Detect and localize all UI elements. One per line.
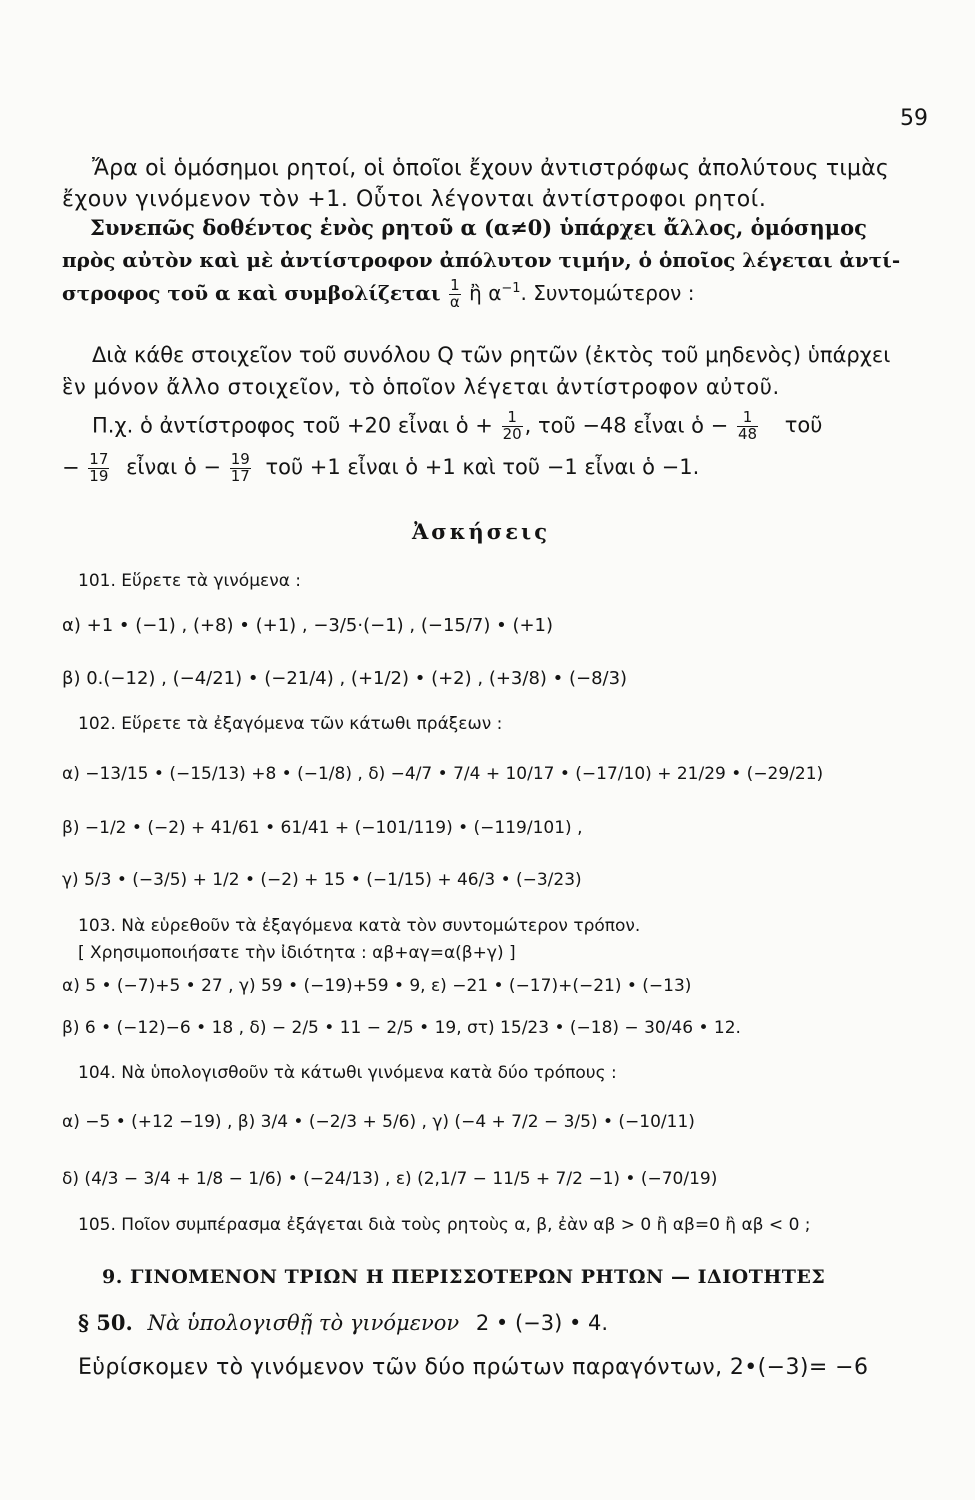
example-line-2 — [62, 452, 699, 485]
minus-sign: − — [62, 455, 80, 480]
fraction-denominator: 48 — [737, 424, 758, 443]
fraction-numerator: 1 — [502, 410, 523, 427]
exercise-101-title: 101. Εὕρετε τὰ γινόμενα : — [78, 571, 302, 591]
fraction — [502, 410, 523, 443]
exercise-104-row-2: δ) (4/3 − 3/4 + 1/8 − 1/6) • (−24/13) , ε) (2,1/7 − 11/5 + 7/2 −1) • (−70/19) — [62, 1169, 718, 1189]
exercise-103-hint: [ Χρησιμοποιήσατε τὴν ἰδιότητα : αβ+αγ=α(β+γ) ] — [78, 943, 516, 963]
paragraph-3-line-1: Διὰ κάθε στοιχεῖον τοῦ συνόλου Q τῶν ρητῶν (ἐκτὸς τοῦ μηδενὸς) ὑπάρχει — [92, 343, 891, 367]
exercise-104-title: 104. Νὰ ὑπολογισθοῦν τὰ κάτωθι γινόμενα κατὰ δύο τρόπους : — [78, 1063, 617, 1083]
last-line: Εὑρίσκομεν τὸ γινόμενον τῶν δύο πρώτων παραγόντων, 2•(−3)= −6 — [78, 1355, 869, 1380]
exercises-title: Ἀσκήσεις — [412, 519, 550, 544]
symbolized-text: στροφος τοῦ α καὶ συμβολίζεται — [62, 280, 441, 305]
paragraph-2-line-2: πρὸς αὐτὸν καὶ μὲ ἀντίστροφον ἀπόλυτον τιμήν, ὁ ὁποῖος λέγεται ἀντί- — [62, 248, 901, 272]
exponent: −1 — [501, 281, 521, 297]
exercise-102-row-b: β) −1/2 • (−2) + 41/61 • 61/41 + (−101/119) • (−119/101) , — [62, 818, 583, 838]
exercise-102-row-a: α) −13/15 • (−15/13) +8 • (−1/8) , δ) −4/7 • 7/4 + 10/17 • (−17/10) + 21/29 • (−29/21) — [62, 764, 824, 784]
section-heading: 9. ΓΙΝΟΜΕΝΟΝ ΤΡΙΩΝ Η ΠΕΡΙΣΣΟΤΕΡΩΝ ΡΗΤΩΝ — ΙΔΙΟΤΗΤΕΣ — [102, 1266, 826, 1288]
exercise-101-row-a: α) +1 • (−1) , (+8) • (+1) , −3/5·(−1) , (−15/7) • (+1) — [62, 615, 554, 636]
paragraph-1-line-1: Ἄρα οἱ ὁμόσημοι ρητοί, οἱ ὁποῖοι ἔχουν ἀντιστρόφως ἀπολύτους τιμὰς — [92, 156, 890, 181]
fraction-numerator: 1 — [450, 276, 460, 294]
reciprocal-fraction — [449, 278, 461, 311]
section-50-expression: 2 • (−3) • 4. — [475, 1311, 609, 1335]
exercise-103-title: 103. Νὰ εὑρεθοῦν τὰ ἐξαγόμενα κατὰ τὸν συντομώτερον τρόπον. — [78, 916, 641, 936]
exercise-102-row-g: γ) 5/3 • (−3/5) + 1/2 • (−2) + 15 • (−1/15) + 46/3 • (−3/23) — [62, 870, 582, 890]
fraction — [88, 452, 109, 485]
fraction-denominator: 20 — [502, 424, 522, 443]
section-50-number: § 50. — [78, 1310, 133, 1335]
fraction — [737, 410, 758, 443]
example-text-e: εἶναι ὁ − — [126, 455, 222, 480]
section-50-title: Νὰ ὑπολογισθῇ τὸ γινόμενον — [147, 1311, 460, 1335]
fraction-numerator: 1 — [737, 410, 758, 427]
exercise-104-row-1: α) −5 • (+12 −19) , β) 3/4 • (−2/3 + 5/6) , γ) (−4 + 7/2 − 3/5) • (−10/11) — [62, 1112, 695, 1132]
exercise-103-row-1: α) 5 • (−7)+5 • 27 , γ) 59 • (−19)+59 • 9, ε) −21 • (−17)+(−21) • (−13) — [62, 976, 692, 996]
paragraph-2-line-3 — [62, 278, 694, 311]
fraction-denominator: 17 — [230, 466, 250, 485]
example-text-g: τοῦ +1 εἶναι ὁ +1 καὶ τοῦ −1 εἶναι ὁ −1. — [265, 455, 700, 480]
fraction-denominator: α — [449, 292, 460, 311]
exercise-102-title: 102. Εὕρετε τὰ ἐξαγόμενα τῶν κάτωθι πράξεων : — [78, 714, 503, 734]
fraction-numerator: 19 — [230, 450, 250, 468]
paragraph-1-line-2: ἔχουν γινόμενον τὸν +1. Οὗτοι λέγονται ἀντίστροφοι ρητοί. — [62, 187, 767, 212]
paragraph-3-line-2: ἓν μόνον ἄλλο στοιχεῖον, τὸ ὁποῖον λέγεται ἀντίστροφον αὐτοῦ. — [62, 375, 780, 399]
inverse-text: ἢ α — [469, 280, 502, 305]
example-text-a: Π.χ. ὁ ἀντίστροφος τοῦ +20 εἶναι ὁ + — [92, 413, 493, 438]
example-text-b: , τοῦ −48 εἶναι ὁ − — [524, 413, 729, 438]
example-text-c: τοῦ — [784, 413, 823, 438]
fraction-numerator: 17 — [89, 450, 109, 468]
fraction-denominator: 19 — [89, 466, 109, 485]
example-line-1 — [92, 410, 822, 443]
shorter-text: . Συντομώτερον : — [520, 280, 695, 305]
page-number: 59 — [900, 106, 928, 131]
exercise-103-row-2: β) 6 • (−12)−6 • 18 , δ) − 2/5 • 11 − 2/5 • 19, στ) 15/23 • (−18) − 30/46 • 12. — [62, 1018, 741, 1038]
fraction — [230, 452, 251, 485]
exercise-101-row-b: β) 0.(−12) , (−4/21) • (−21/4) , (+1/2) • (+2) , (+3/8) • (−8/3) — [62, 668, 628, 689]
paragraph-2-line-1: Συνεπῶς δοθέντος ἑνὸς ρητοῦ α (α≠0) ὑπάρχει ἄλλος, ὁμόσημος — [90, 215, 867, 240]
section-50 — [78, 1312, 608, 1334]
exercise-105: 105. Ποῖον συμπέρασμα ἐξάγεται διὰ τοὺς ρητοὺς α, β, ἐὰν αβ > 0 ἢ αβ=0 ἢ αβ < 0 ; — [78, 1215, 811, 1235]
